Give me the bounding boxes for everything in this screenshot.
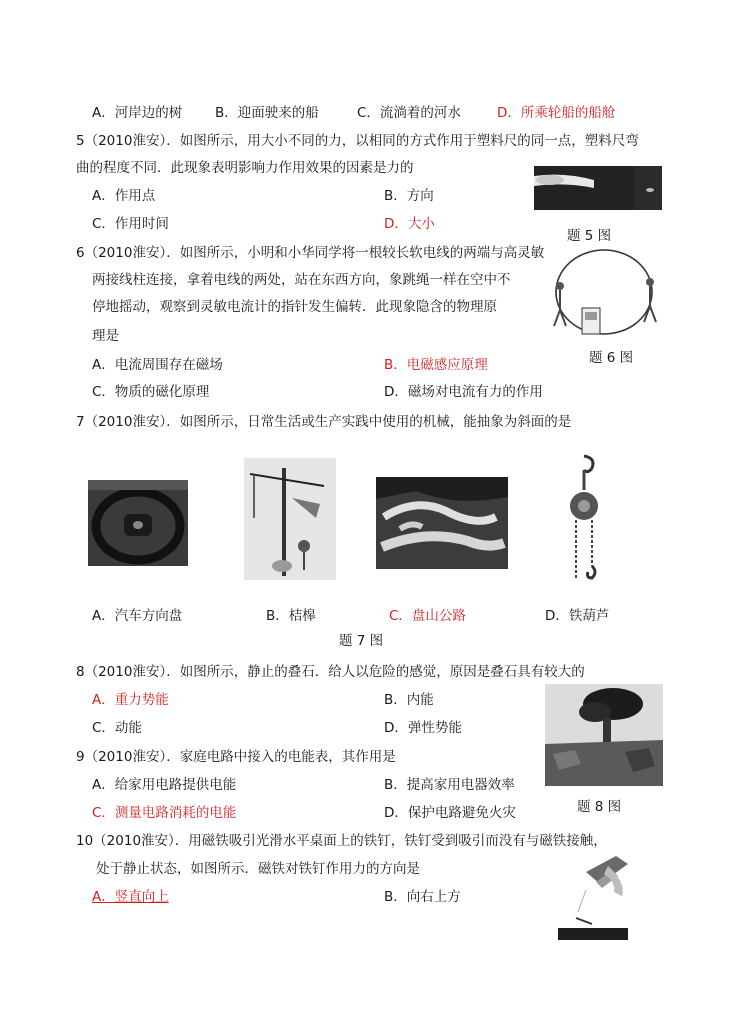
q6-figure-rope-galvanometer [546, 246, 666, 342]
q7-option-a: A．汽车方向盘 [92, 608, 183, 624]
q7-chain-hoist-photo [562, 454, 608, 582]
q8-option-a-answer: A．重力势能 [92, 692, 169, 708]
q7-option-b: B．桔槔 [266, 608, 316, 624]
q6-figure-caption: 题 6 图 [589, 350, 634, 366]
q8-balancing-rock-photo [545, 684, 663, 786]
q5-stem-line1: 5（2010淮安）．如图所示，用大小不同的力，以相同的方式作用于塑料尺的同一点，塑料尺弯 [76, 133, 639, 149]
q6-stem-line1: 6（2010淮安）．如图所示，小明和小华同学将一根较长软电线的两端与高灵敏 [76, 245, 545, 261]
q7-option-c-answer: C．盘山公路 [389, 608, 466, 624]
q4-option-b: B．迎面驶来的船 [215, 105, 319, 121]
q8-figure-caption: 题 8 图 [577, 799, 622, 815]
q7-mountain-road-photo [376, 477, 508, 569]
q5-option-d-answer: D．大小 [384, 216, 435, 232]
q7-option-d: D．铁葫芦 [545, 608, 610, 624]
q5-figure-caption: 题 5 图 [567, 228, 612, 244]
q4-option-a: A．河岸边的树 [92, 105, 183, 121]
q10-stem-line1: 10（2010淮安）．用磁铁吸引光滑水平桌面上的铁钉，铁钉受到吸引而没有与磁铁接触， [76, 833, 607, 849]
q9-option-a: A．给家用电路提供电能 [92, 777, 237, 793]
q7-figure-caption: 题 7 图 [339, 633, 384, 649]
q6-stem-line4: 理是 [92, 328, 119, 344]
q5-option-c: C．作用时间 [92, 216, 169, 232]
q9-stem-line1: 9（2010淮安）．家庭电路中接入的电能表，其作用是 [76, 749, 396, 765]
q5-stem-line2: 曲的程度不同．此现象表明影响力作用效果的因素是力的 [76, 160, 414, 176]
q6-option-c: C．物质的磁化原理 [92, 384, 210, 400]
q5-figure-ruler-photo [534, 166, 662, 210]
q10-option-b: B．向右上方 [384, 889, 461, 905]
q5-option-a: A．作用点 [92, 188, 156, 204]
q6-stem-line3: 停地摇动，观察到灵敏电流计的指针发生偏转．此现象隐含的物理原 [92, 299, 497, 315]
q10-magnet-nail-photo [556, 852, 640, 944]
q7-well-sweep-photo [244, 458, 336, 580]
q9-option-b: B．提高家用电器效率 [384, 777, 515, 793]
q5-option-b: B．方向 [384, 188, 434, 204]
q8-option-c: C．动能 [92, 720, 142, 736]
q4-option-c: C．流淌着的河水 [357, 105, 461, 121]
q6-option-a: A．电流周围存在磁场 [92, 357, 223, 373]
q10-option-a-answer: A．竖直向上 [92, 889, 169, 905]
q9-option-c-answer: C．测量电路消耗的电能 [92, 805, 237, 821]
q7-stem-line1: 7（2010淮安）．如图所示，日常生活或生产实践中使用的机械，能抽象为斜面的是 [76, 414, 572, 430]
q6-stem-line2: 两接线柱连接，拿着电线的两处，站在东西方向，象跳绳一样在空中不 [92, 272, 511, 288]
q8-option-b: B．内能 [384, 692, 434, 708]
q4-option-d-answer: D．所乘轮船的船舱 [497, 105, 616, 121]
q10-stem-line2: 处于静止状态，如图所示．磁铁对铁钉作用力的方向是 [96, 861, 420, 877]
q6-option-d: D．磁场对电流有力的作用 [384, 384, 543, 400]
q9-option-d: D．保护电路避免火灾 [384, 805, 516, 821]
q6-option-b-answer: B．电磁感应原理 [384, 357, 488, 373]
q8-stem-line1: 8（2010淮安）．如图所示，静止的叠石．给人以危险的感觉，原因是叠石具有较大的 [76, 664, 585, 680]
q8-option-d: D．弹性势能 [384, 720, 462, 736]
q7-steering-wheel-photo [88, 480, 188, 566]
